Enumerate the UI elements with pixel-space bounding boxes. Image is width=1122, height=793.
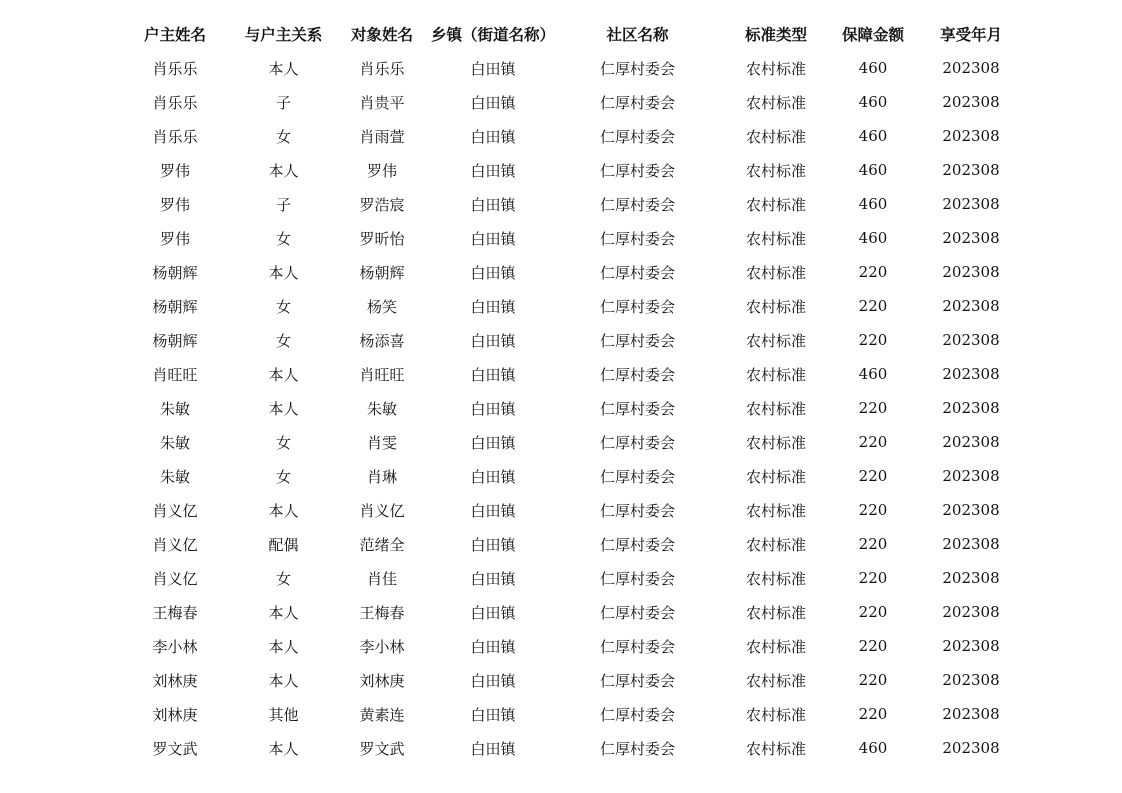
cell-standard-type: 农村标准 [745, 603, 806, 622]
cell-recipient-name: 杨添喜 [359, 331, 405, 350]
cell-recipient-name: 罗浩宸 [359, 195, 405, 214]
cell-standard-type: 农村标准 [745, 705, 806, 724]
cell-township: 白田镇 [470, 127, 516, 146]
cell-community: 仁厚村委会 [599, 229, 675, 248]
cell-amount: 460 [858, 59, 888, 77]
header-community: 社区名称 [606, 26, 669, 44]
cell-householder-name: 刘林庚 [152, 705, 198, 724]
cell-township: 白田镇 [470, 671, 516, 690]
table-row [120, 51, 1032, 85]
cell-standard-type: 农村标准 [745, 739, 806, 758]
cell-township: 白田镇 [470, 467, 516, 486]
cell-standard-type: 农村标准 [745, 59, 806, 78]
cell-community: 仁厚村委会 [599, 705, 675, 724]
cell-period: 202308 [942, 59, 1000, 77]
table-row [120, 187, 1032, 221]
cell-township: 白田镇 [470, 739, 516, 758]
cell-township: 白田镇 [470, 93, 516, 112]
table-row [120, 697, 1032, 731]
cell-householder-name: 肖旺旺 [152, 365, 198, 384]
cell-householder-name: 刘林庚 [152, 671, 198, 690]
cell-amount: 220 [858, 535, 888, 553]
cell-relationship: 配偶 [268, 535, 299, 554]
cell-period: 202308 [942, 501, 1000, 519]
document-sheet [120, 17, 1032, 765]
cell-township: 白田镇 [470, 637, 516, 656]
cell-amount: 220 [858, 399, 888, 417]
cell-recipient-name: 肖乐乐 [359, 59, 405, 78]
table-body [120, 51, 1032, 765]
cell-householder-name: 肖乐乐 [152, 93, 198, 112]
cell-township: 白田镇 [470, 161, 516, 180]
cell-standard-type: 农村标准 [745, 569, 806, 588]
cell-recipient-name: 刘林庚 [359, 671, 405, 690]
cell-amount: 220 [858, 671, 888, 689]
table-row [120, 425, 1032, 459]
table-row [120, 595, 1032, 629]
cell-period: 202308 [942, 603, 1000, 621]
cell-amount: 220 [858, 501, 888, 519]
cell-township: 白田镇 [470, 263, 516, 282]
cell-recipient-name: 肖琳 [366, 467, 397, 486]
cell-amount: 460 [858, 195, 888, 213]
table-row [120, 357, 1032, 391]
header-standard-type: 标准类型 [744, 26, 807, 44]
cell-householder-name: 罗伟 [159, 161, 190, 180]
cell-community: 仁厚村委会 [599, 297, 675, 316]
header-period: 享受年月 [939, 26, 1002, 44]
cell-period: 202308 [942, 331, 1000, 349]
cell-standard-type: 农村标准 [745, 229, 806, 248]
cell-standard-type: 农村标准 [745, 501, 806, 520]
cell-recipient-name: 肖雨萱 [359, 127, 405, 146]
cell-householder-name: 罗伟 [159, 195, 190, 214]
cell-householder-name: 朱敏 [159, 467, 190, 486]
table-row [120, 663, 1032, 697]
cell-recipient-name: 肖义亿 [359, 501, 405, 520]
table-row [120, 323, 1032, 357]
cell-community: 仁厚村委会 [599, 127, 675, 146]
cell-amount: 220 [858, 569, 888, 587]
cell-standard-type: 农村标准 [745, 535, 806, 554]
cell-township: 白田镇 [470, 569, 516, 588]
cell-period: 202308 [942, 569, 1000, 587]
header-recipient-name: 对象姓名 [350, 26, 413, 44]
cell-householder-name: 肖义亿 [152, 501, 198, 520]
cell-recipient-name: 罗昕怡 [359, 229, 405, 248]
cell-recipient-name: 肖雯 [366, 433, 397, 452]
cell-standard-type: 农村标准 [745, 671, 806, 690]
cell-relationship: 本人 [268, 365, 299, 384]
header-township: 乡镇（街道名称） [430, 26, 555, 44]
cell-recipient-name: 范绪全 [359, 535, 405, 554]
cell-amount: 460 [858, 365, 888, 383]
cell-community: 仁厚村委会 [599, 93, 675, 112]
cell-householder-name: 罗文武 [152, 739, 198, 758]
header-relationship: 与户主关系 [244, 26, 323, 44]
cell-community: 仁厚村委会 [599, 535, 675, 554]
cell-relationship: 本人 [268, 161, 299, 180]
cell-township: 白田镇 [470, 59, 516, 78]
cell-relationship: 本人 [268, 399, 299, 418]
cell-community: 仁厚村委会 [599, 365, 675, 384]
cell-township: 白田镇 [470, 365, 516, 384]
cell-relationship: 本人 [268, 263, 299, 282]
cell-township: 白田镇 [470, 229, 516, 248]
header-row [120, 17, 1032, 51]
cell-township: 白田镇 [470, 705, 516, 724]
cell-township: 白田镇 [470, 501, 516, 520]
cell-community: 仁厚村委会 [599, 263, 675, 282]
cell-relationship: 本人 [268, 603, 299, 622]
cell-relationship: 女 [275, 569, 291, 588]
cell-community: 仁厚村委会 [599, 161, 675, 180]
cell-period: 202308 [942, 671, 1000, 689]
table-row [120, 391, 1032, 425]
cell-relationship: 女 [275, 127, 291, 146]
cell-relationship: 本人 [268, 501, 299, 520]
cell-relationship: 女 [275, 297, 291, 316]
cell-amount: 220 [858, 637, 888, 655]
cell-standard-type: 农村标准 [745, 263, 806, 282]
cell-standard-type: 农村标准 [745, 161, 806, 180]
cell-recipient-name: 罗文武 [359, 739, 405, 758]
cell-householder-name: 杨朝辉 [152, 331, 198, 350]
table-row [120, 289, 1032, 323]
cell-township: 白田镇 [470, 399, 516, 418]
table-row [120, 153, 1032, 187]
cell-standard-type: 农村标准 [745, 433, 806, 452]
cell-amount: 460 [858, 127, 888, 145]
cell-amount: 220 [858, 603, 888, 621]
cell-relationship: 女 [275, 229, 291, 248]
cell-recipient-name: 黄素连 [359, 705, 405, 724]
table-row [120, 731, 1032, 765]
cell-period: 202308 [942, 399, 1000, 417]
header-householder-name: 户主姓名 [143, 26, 206, 44]
cell-householder-name: 王梅春 [152, 603, 198, 622]
cell-recipient-name: 李小林 [359, 637, 405, 656]
table-row [120, 527, 1032, 561]
cell-amount: 220 [858, 433, 888, 451]
cell-amount: 460 [858, 739, 888, 757]
cell-community: 仁厚村委会 [599, 569, 675, 588]
cell-householder-name: 肖乐乐 [152, 127, 198, 146]
cell-township: 白田镇 [470, 195, 516, 214]
cell-community: 仁厚村委会 [599, 433, 675, 452]
table-row [120, 561, 1032, 595]
cell-recipient-name: 杨笑 [366, 297, 397, 316]
cell-amount: 460 [858, 229, 888, 247]
cell-community: 仁厚村委会 [599, 501, 675, 520]
beneficiary-table [120, 17, 1032, 765]
cell-period: 202308 [942, 705, 1000, 723]
cell-relationship: 本人 [268, 739, 299, 758]
cell-township: 白田镇 [470, 331, 516, 350]
cell-standard-type: 农村标准 [745, 467, 806, 486]
header-amount: 保障金额 [841, 26, 904, 44]
cell-period: 202308 [942, 263, 1000, 281]
cell-amount: 220 [858, 263, 888, 281]
cell-amount: 460 [858, 161, 888, 179]
cell-standard-type: 农村标准 [745, 365, 806, 384]
cell-householder-name: 肖义亿 [152, 569, 198, 588]
cell-relationship: 女 [275, 331, 291, 350]
cell-community: 仁厚村委会 [599, 603, 675, 622]
table-row [120, 255, 1032, 289]
cell-period: 202308 [942, 535, 1000, 553]
cell-amount: 220 [858, 705, 888, 723]
cell-householder-name: 罗伟 [159, 229, 190, 248]
cell-amount: 460 [858, 93, 888, 111]
cell-community: 仁厚村委会 [599, 637, 675, 656]
cell-standard-type: 农村标准 [745, 297, 806, 316]
table-row [120, 85, 1032, 119]
cell-community: 仁厚村委会 [599, 467, 675, 486]
cell-recipient-name: 杨朝辉 [359, 263, 405, 282]
cell-recipient-name: 朱敏 [366, 399, 397, 418]
cell-period: 202308 [942, 229, 1000, 247]
cell-amount: 220 [858, 467, 888, 485]
cell-period: 202308 [942, 195, 1000, 213]
cell-township: 白田镇 [470, 603, 516, 622]
table-row [120, 119, 1032, 153]
cell-householder-name: 肖义亿 [152, 535, 198, 554]
cell-community: 仁厚村委会 [599, 195, 675, 214]
table-row [120, 493, 1032, 527]
cell-standard-type: 农村标准 [745, 93, 806, 112]
cell-community: 仁厚村委会 [599, 331, 675, 350]
cell-standard-type: 农村标准 [745, 331, 806, 350]
cell-community: 仁厚村委会 [599, 399, 675, 418]
cell-recipient-name: 肖旺旺 [359, 365, 405, 384]
cell-standard-type: 农村标准 [745, 127, 806, 146]
cell-township: 白田镇 [470, 297, 516, 316]
cell-recipient-name: 王梅春 [359, 603, 405, 622]
cell-standard-type: 农村标准 [745, 637, 806, 656]
cell-relationship: 女 [275, 467, 291, 486]
cell-recipient-name: 肖佳 [366, 569, 397, 588]
cell-householder-name: 朱敏 [159, 433, 190, 452]
cell-period: 202308 [942, 297, 1000, 315]
table-row [120, 629, 1032, 663]
cell-relationship: 其他 [268, 705, 299, 724]
cell-relationship: 女 [275, 433, 291, 452]
cell-period: 202308 [942, 433, 1000, 451]
table-row [120, 221, 1032, 255]
cell-amount: 220 [858, 331, 888, 349]
cell-period: 202308 [942, 93, 1000, 111]
cell-relationship: 本人 [268, 59, 299, 78]
cell-period: 202308 [942, 161, 1000, 179]
cell-householder-name: 李小林 [152, 637, 198, 656]
cell-recipient-name: 肖贵平 [359, 93, 405, 112]
cell-period: 202308 [942, 365, 1000, 383]
cell-period: 202308 [942, 739, 1000, 757]
cell-township: 白田镇 [470, 433, 516, 452]
cell-period: 202308 [942, 467, 1000, 485]
cell-standard-type: 农村标准 [745, 399, 806, 418]
cell-householder-name: 杨朝辉 [152, 297, 198, 316]
table-header [120, 17, 1032, 51]
cell-householder-name: 肖乐乐 [152, 59, 198, 78]
cell-relationship: 子 [275, 195, 291, 214]
cell-township: 白田镇 [470, 535, 516, 554]
cell-standard-type: 农村标准 [745, 195, 806, 214]
cell-amount: 220 [858, 297, 888, 315]
cell-relationship: 子 [275, 93, 291, 112]
table-row [120, 459, 1032, 493]
cell-period: 202308 [942, 127, 1000, 145]
cell-recipient-name: 罗伟 [366, 161, 397, 180]
cell-householder-name: 杨朝辉 [152, 263, 198, 282]
cell-period: 202308 [942, 637, 1000, 655]
cell-householder-name: 朱敏 [159, 399, 190, 418]
cell-relationship: 本人 [268, 671, 299, 690]
cell-community: 仁厚村委会 [599, 739, 675, 758]
cell-community: 仁厚村委会 [599, 671, 675, 690]
cell-relationship: 本人 [268, 637, 299, 656]
cell-community: 仁厚村委会 [599, 59, 675, 78]
